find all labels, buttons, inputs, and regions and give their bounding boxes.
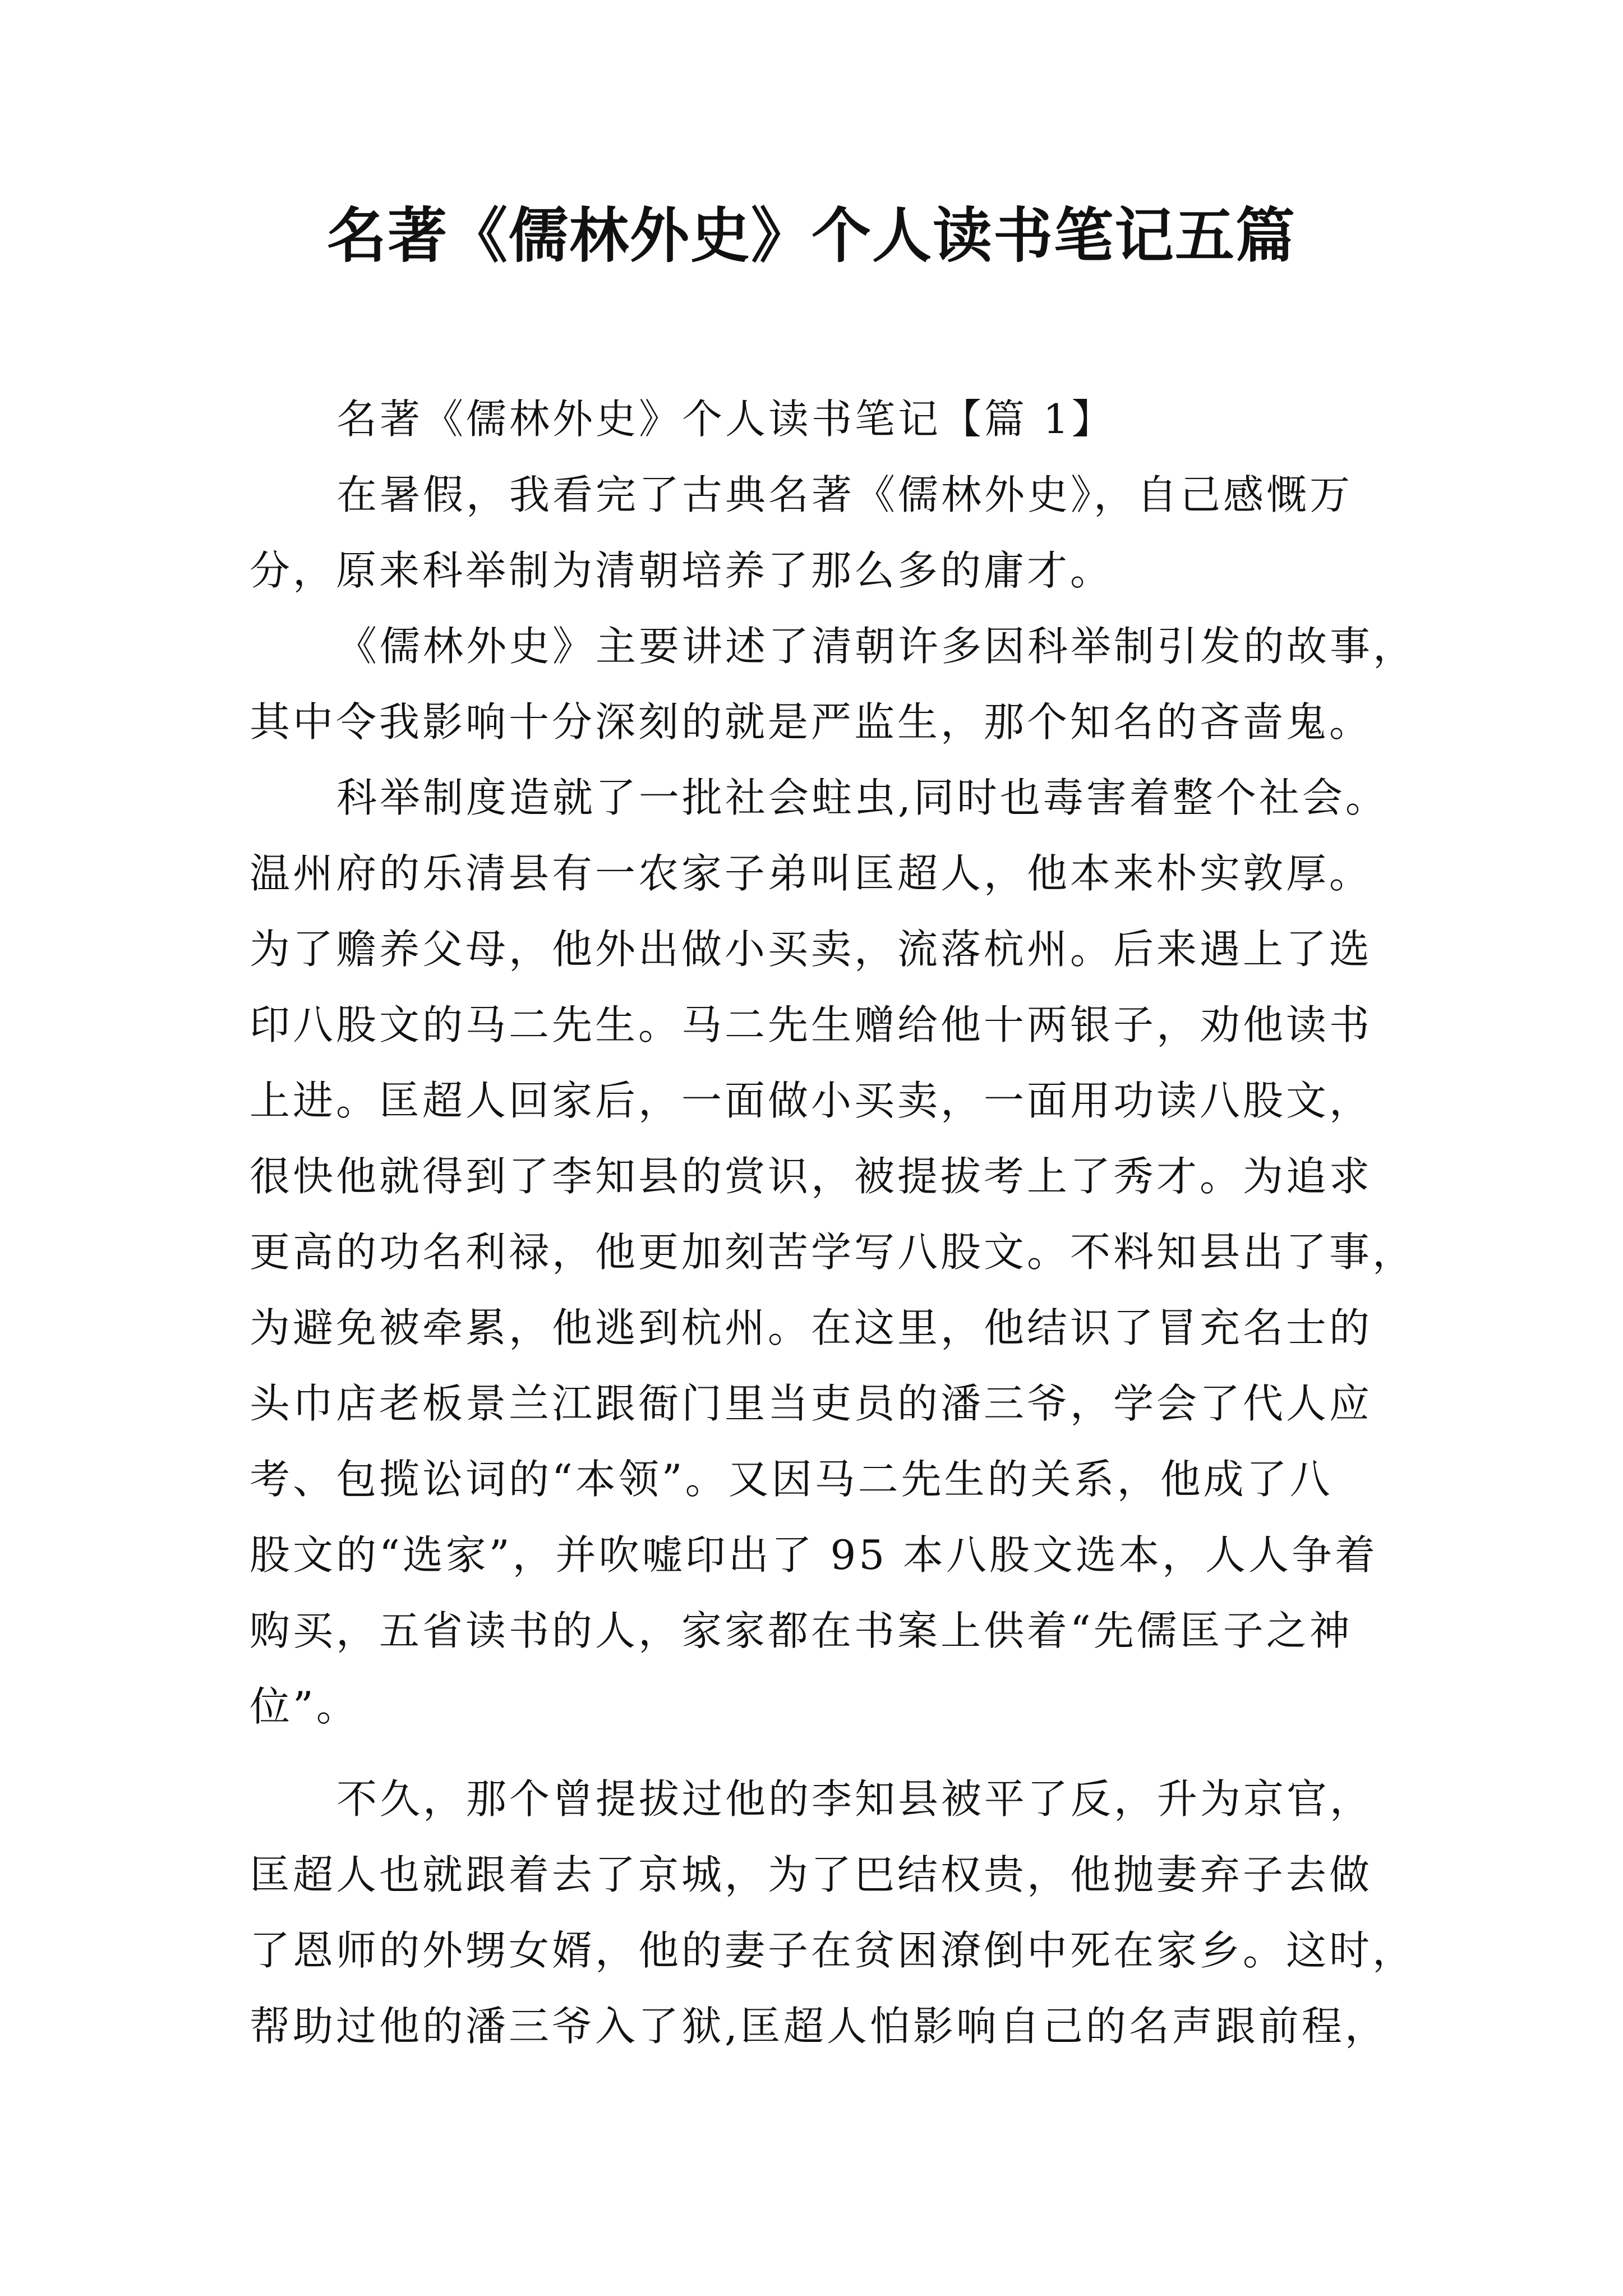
text-line: 股文的“选家”，并吹嘘印出了 95 本八股文选本，人人争着 [250,1531,1378,1579]
text-line: 分，原来科举制为清朝培养了那么多的庸才。 [250,547,1114,594]
text-line: 购买，五省读书的人，家家都在书案上供着“先儒匡子之神 [250,1607,1353,1654]
text-line: 为了赡养父母，他外出做小买卖，流落杭州。后来遇上了选 [250,926,1373,973]
text-line: 《儒林外史》主要讲述了清朝许多因科举制引发的故事， [336,623,1417,670]
text-line: 了恩师的外甥女婿，他的妻子在贫困潦倒中死在家乡。这时， [250,1927,1416,1974]
document-title: 名著《儒林外史》个人读书笔记五篇 [327,200,1296,270]
text-line: 其中令我影响十分深刻的就是严监生，那个知名的吝啬鬼。 [250,698,1373,746]
text-line: 考、包揽讼词的“本领”。又因马二先生的关系，他成了八 [250,1456,1333,1503]
text-line: 位”。 [250,1683,359,1730]
section-heading: 名著《儒林外史》个人读书笔记【篇 1】 [336,395,1115,443]
text-line: 帮助过他的潘三爷入了狱,匡超人怕影响自己的名声跟前程， [250,2003,1388,2050]
text-line: 很快他就得到了李知县的赏识，被提拔考上了秀才。为追求 [250,1153,1373,1200]
text-line: 不久，那个曾提拔过他的李知县被平了反，升为京官， [336,1775,1373,1823]
text-line: 更高的功名利禄，他更加刻苦学写八股文。不料知县出了事， [250,1228,1416,1276]
text-line: 匡超人也就跟着去了京城，为了巴结权贵，他抛妻弃子去做 [250,1851,1373,1898]
text-line: 温州府的乐清县有一农家子弟叫匡超人，他本来朴实敦厚。 [250,850,1373,897]
text-line: 上进。匡超人回家后，一面做小买卖，一面用功读八股文， [250,1077,1373,1124]
text-line: 头巾店老板景兰江跟衙门里当吏员的潘三爷，学会了代人应 [250,1380,1373,1427]
text-line: 在暑假，我看完了古典名著《儒林外史》，自己感慨万 [336,471,1353,518]
document-body [250,381,1417,2064]
text-line: 科举制度造就了一批社会蛀虫,同时也毒害着整个社会。 [336,774,1389,821]
text-line: 印八股文的马二先生。马二先生赠给他十两银子，劝他读书 [250,1001,1373,1048]
text-line: 为避免被牵累，他逃到杭州。在这里，他结识了冒充名士的 [250,1304,1373,1351]
